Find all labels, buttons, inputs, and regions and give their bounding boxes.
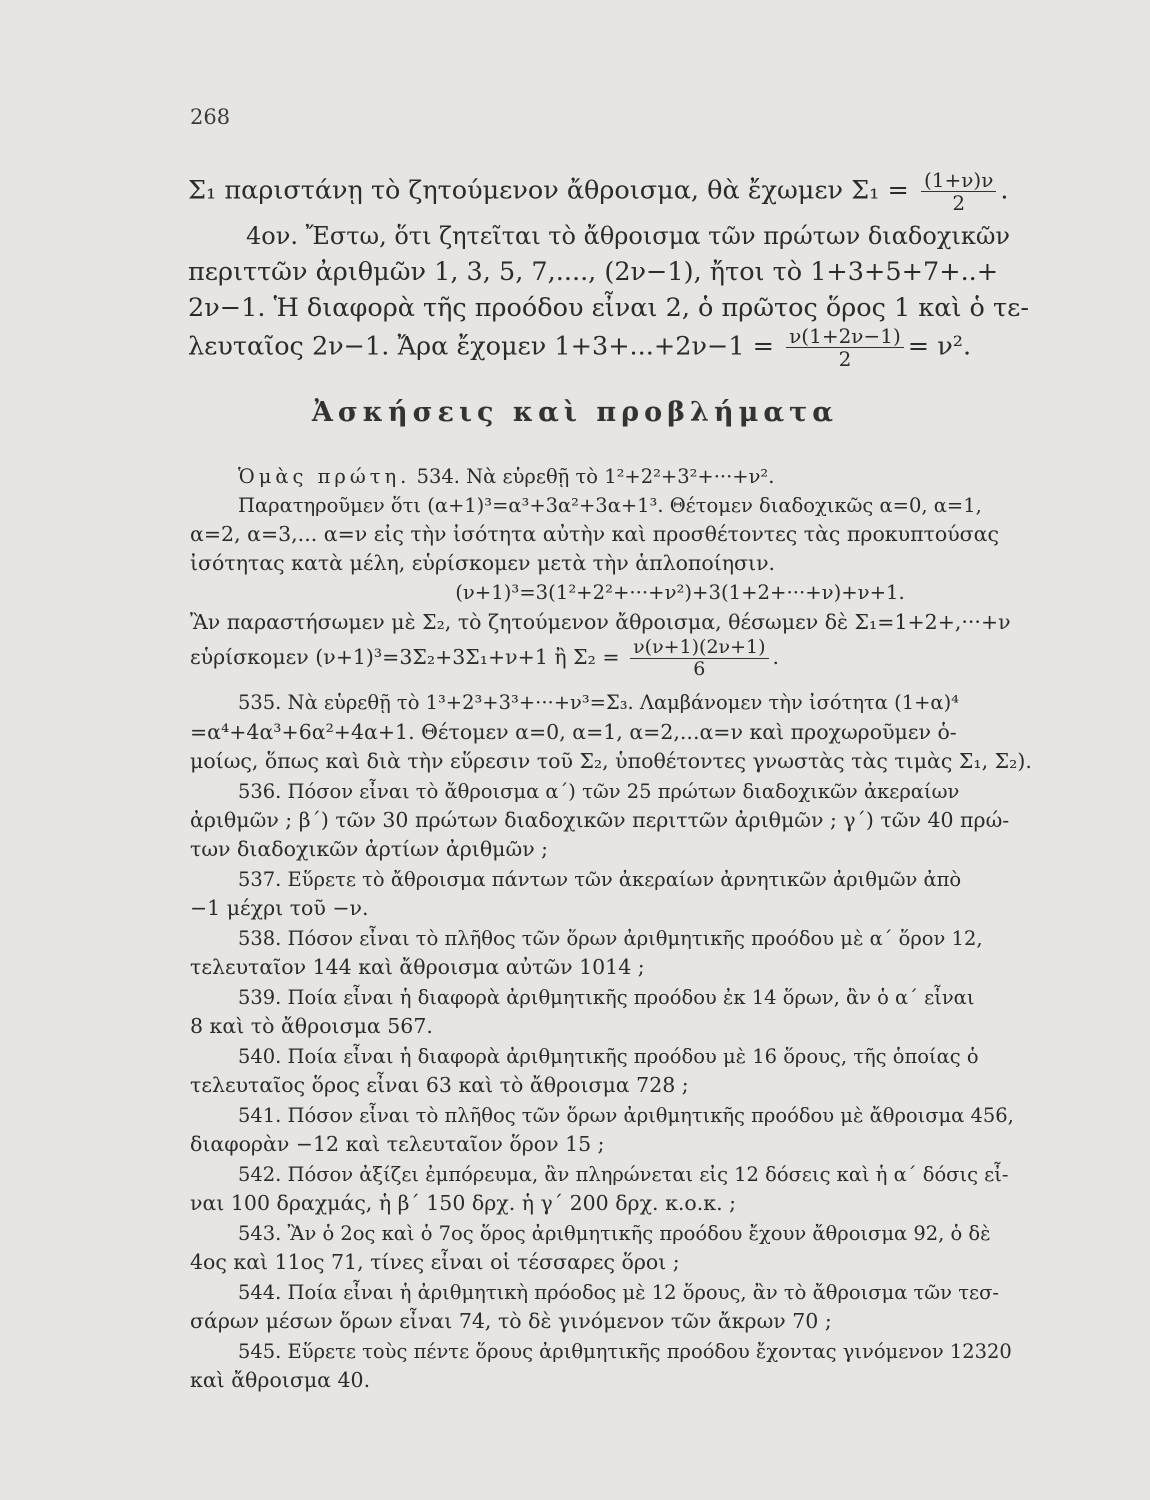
text-line: 538. Πόσον εἶναι τὸ πλῆθος τῶν ὅρων ἀριθμητικῆς προόδου μὲ α΄ ὅρον 12,: [238, 927, 983, 950]
formula-tail: .: [772, 645, 780, 669]
formula-numerator: ν(1+2ν−1): [786, 326, 904, 348]
text-line: 539. Ποία εἶναι ἡ διαφορὰ ἀριθμητικῆς προόδου ἐκ 14 ὅρων, ἂν ὁ α΄ εἶναι: [238, 986, 975, 1009]
formula-denominator: 6: [693, 658, 706, 680]
text-line: 540. Ποία εἶναι ἡ διαφορὰ ἀριθμητικῆς προόδου μὲ 16 ὅρους, τῆς ὁποίας ὁ: [238, 1045, 979, 1068]
text-line: α=2, α=3,... α=ν εἰς τὴν ἰσότητα αὐτὴν καὶ προσθέτοντες τὰς προκυπτούσας: [190, 522, 999, 546]
text-line: σάρων μέσων ὅρων εἶναι 74, τὸ δὲ γινόμενον τῶν ἄκρων 70 ;: [190, 1309, 832, 1333]
text-line: 541. Πόσον εἶναι τὸ πλῆθος τῶν ὅρων ἀριθμητικῆς προόδου μὲ ἄθροισμα 456,: [238, 1104, 1014, 1127]
text-line: των διαδοχικῶν ἀρτίων ἀριθμῶν ;: [190, 837, 549, 861]
intro-text-5: λευταῖος 2ν−1. Ἄρα ἔχομεν 1+3+...+2ν−1 =: [188, 331, 775, 362]
intro-line-4: 2ν−1. Ἡ διαφορὰ τῆς προόδου εἶναι 2, ὁ πρῶτος ὅρος 1 καὶ ὁ τε-: [188, 293, 1029, 323]
formula-tail: .: [1000, 175, 1009, 206]
text-line: =α⁴+4α³+6α²+4α+1. Θέτομεν α=0, α=1, α=2,...α=ν καὶ προχωροῦμεν ὁ-: [190, 720, 957, 744]
text-line: τελευταῖον 144 καὶ ἄθροισμα αὐτῶν 1014 ;: [190, 955, 645, 979]
text-line: 536. Πόσον εἶναι τὸ ἄθροισμα α΄) τῶν 25 πρώτων διαδοχικῶν ἀκεραίων: [238, 780, 960, 803]
formula-tail: = ν².: [907, 331, 972, 362]
formula-odd-sum: [786, 326, 904, 369]
text-line: καὶ ἄθροισμα 40.: [190, 1368, 371, 1392]
formula-sum-n: [921, 170, 996, 213]
exercise-534-text: 534. Νὰ εὑρεθῇ τὸ 1²+2²+3²+···+ν².: [416, 465, 775, 488]
text-line: ἀριθμῶν ; β΄) τῶν 30 πρώτων διαδοχικῶν περιττῶν ἀριθμῶν ; γ΄) τῶν 40 πρώ-: [190, 808, 1010, 832]
group-label: Ὁμὰς πρώτη.: [238, 465, 411, 488]
text-line: 544. Ποία εἶναι ἡ ἀριθμητικὴ πρόοδος μὲ 12 ὅρους, ἂν τὸ ἄθροισμα τῶν τεσ-: [238, 1281, 999, 1304]
text-line: μοίως, ὅπως καὶ διὰ τὴν εὕρεσιν τοῦ Σ₂, ὑποθέτοντες γνωστὰς τὰς τιμὰς Σ₁, Σ₂).: [190, 749, 1032, 773]
formula-denominator: 2: [838, 347, 852, 371]
exercise-534-line: [190, 462, 1138, 491]
formula-numerator: (1+ν)ν: [921, 170, 996, 192]
intro-line-2: 4ον. Ἔστω, ὅτι ζητεῖται τὸ ἄθροισμα τῶν πρώτων διαδοχικῶν: [246, 222, 1011, 250]
text-line: 543. Ἂν ὁ 2ος καὶ ὁ 7ος ὅρος ἀριθμητικῆς προόδου ἔχουν ἄθροισμα 92, ὁ δὲ: [238, 1222, 991, 1245]
text-line: Παρατηροῦμεν ὅτι (α+1)³=α³+3α²+3α+1³. Θέτομεν διαδοχικῶς α=0, α=1,: [238, 494, 982, 517]
text-segment: εὑρίσκομεν (ν+1)³=3Σ₂+3Σ₁+ν+1 ἢ Σ₂ =: [190, 645, 620, 669]
text-line: Ἂν παραστήσωμεν μὲ Σ₂, τὸ ζητούμενον ἄθροισμα, θέσωμεν δὲ Σ₁=1+2+,···+ν: [190, 610, 1011, 634]
section-heading: Ἀσκήσεις καὶ προβλήματα: [311, 397, 839, 428]
formula-line: (ν+1)³=3(1²+2²+···+ν²)+3(1+2+···+ν)+ν+1.: [455, 581, 905, 604]
text-line: −1 μέχρι τοῦ −ν.: [190, 896, 369, 920]
text-line: 535. Νὰ εὑρεθῇ τὸ 1³+2³+3³+···+ν³=Σ₃. Λαμβάνομεν τὴν ἰσότητα (1+α)⁴: [238, 691, 959, 714]
text-line: 542. Πόσον ἀξίζει ἐμπόρευμα, ἂν πληρώνεται εἰς 12 δόσεις καὶ ἡ α΄ δόσις εἶ-: [238, 1163, 1009, 1186]
text-line: ἰσότητας κατὰ μέλη, εὑρίσκομεν μετὰ τὴν ἁπλοποίησιν.: [190, 551, 776, 575]
intro-line-1: [188, 170, 1088, 213]
formula-numerator: ν(ν+1)(2ν+1): [630, 638, 768, 659]
text-line-with-fraction: [190, 638, 1090, 679]
page-number: 268: [190, 105, 231, 129]
text-line: 545. Εὕρετε τοὺς πέντε ὅρους ἀριθμητικῆς προόδου ἔχοντας γινόμενον 12320: [238, 1340, 1012, 1363]
formula-square-sum: [630, 638, 768, 679]
text-line: 537. Εὕρετε τὸ ἄθροισμα πάντων τῶν ἀκεραίων ἀρνητικῶν ἀριθμῶν ἀπὸ: [238, 868, 962, 891]
formula-denominator: 2: [952, 191, 966, 215]
intro-text-1: Σ₁ παριστάνῃ τὸ ζητούμενον ἄθροισμα, θὰ ἔχωμεν Σ₁ =: [188, 175, 909, 206]
text-line: τελευταῖος ὅρος εἶναι 63 καὶ τὸ ἄθροισμα 728 ;: [190, 1073, 689, 1097]
intro-line-5: [188, 326, 1088, 369]
text-line: 8 καὶ τὸ ἄθροισμα 567.: [190, 1014, 433, 1038]
text-line: ναι 100 δραχμάς, ἡ β΄ 150 δρχ. ἡ γ΄ 200 δρχ. κ.ο.κ. ;: [190, 1191, 737, 1215]
intro-line-3: περιττῶν ἀριθμῶν 1, 3, 5, 7,...., (2ν−1), ἤτοι τὸ 1+3+5+7+..+: [188, 257, 999, 287]
text-line: 4ος καὶ 11ος 71, τίνες εἶναι οἱ τέσσαρες ὅροι ;: [190, 1250, 680, 1274]
text-line: διαφορὰν −12 καὶ τελευταῖον ὅρον 15 ;: [190, 1132, 605, 1156]
